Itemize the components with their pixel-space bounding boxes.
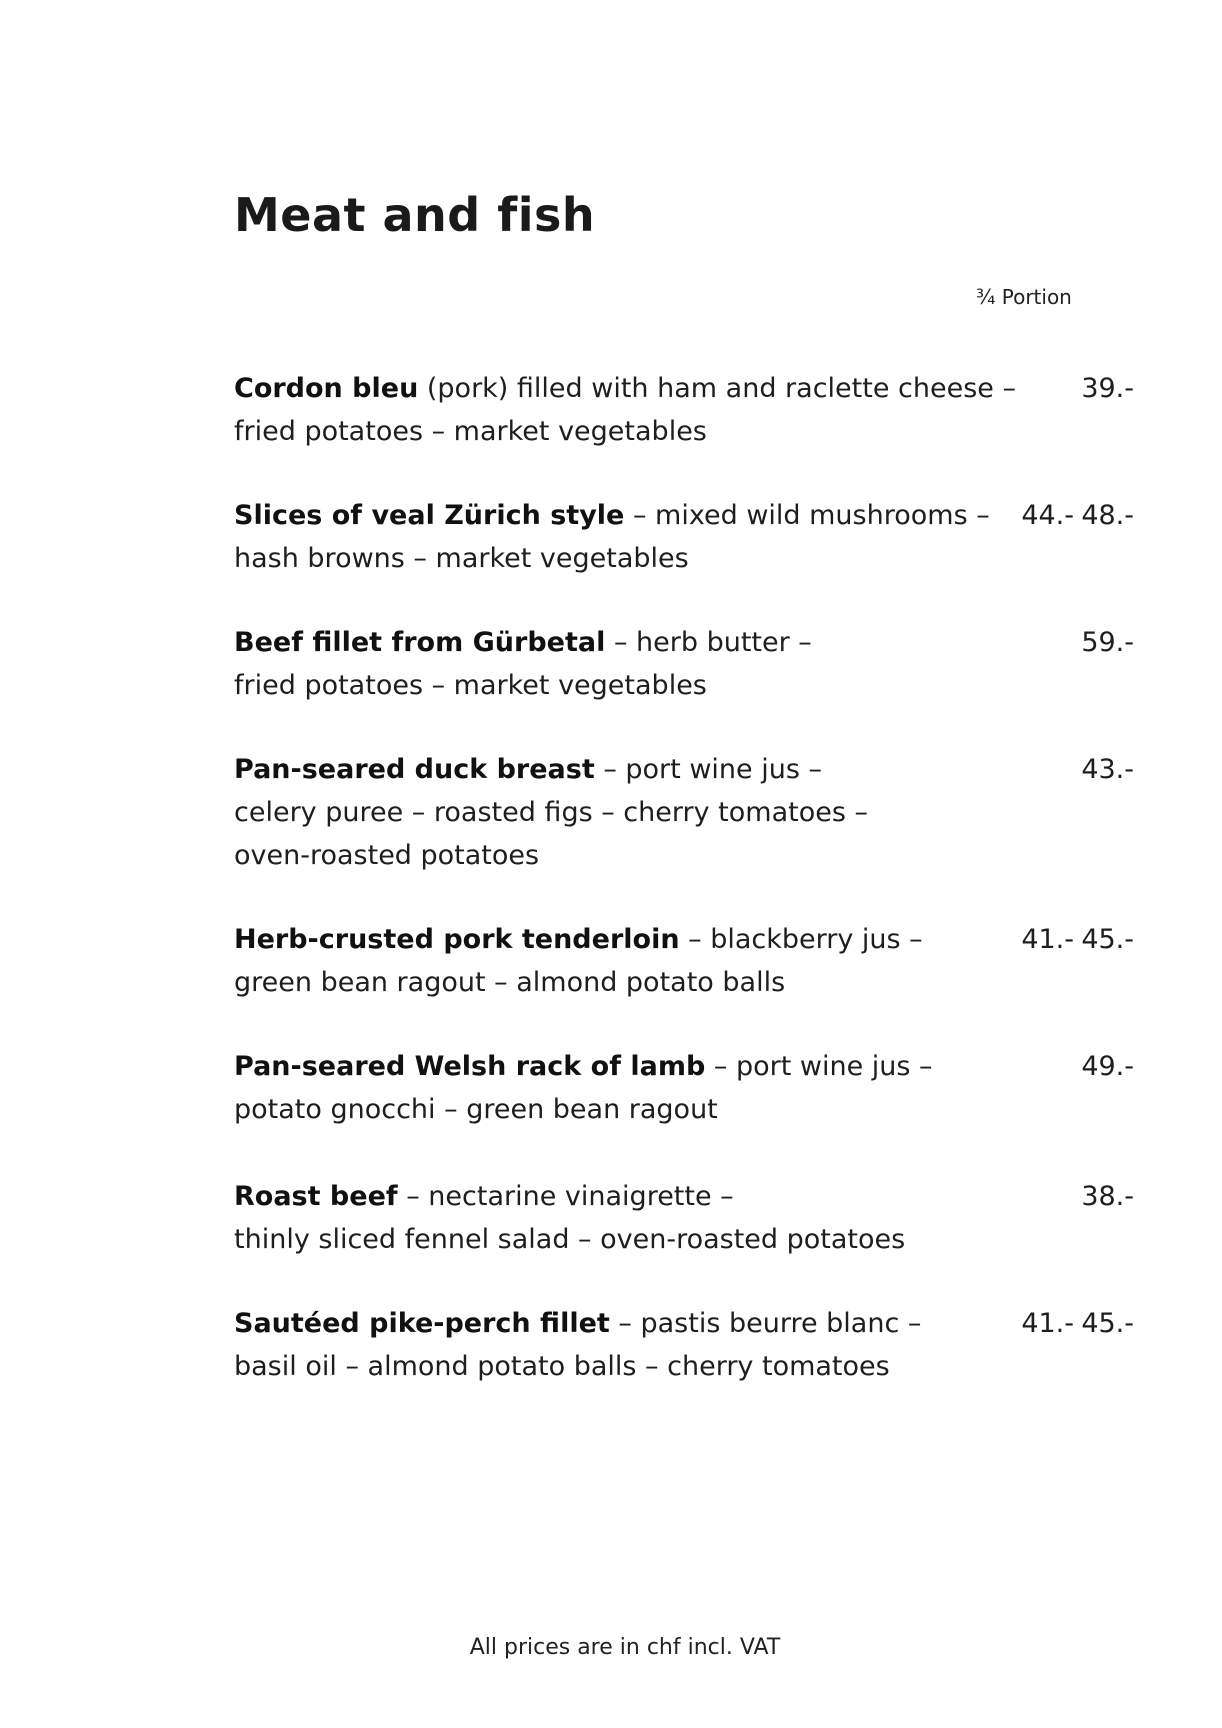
price-note: All prices are in chf incl. VAT <box>469 1635 781 1660</box>
menu-item-line: oven-roasted potatoes <box>234 840 540 871</box>
price-portion: 44.- <box>1021 500 1074 531</box>
menu-item-description <box>234 1175 1064 1261</box>
menu-item-name: Pan-seared duck breast <box>234 754 595 785</box>
page-title: Meat and fish <box>234 188 596 242</box>
menu-item-description <box>234 918 1064 1004</box>
menu-item-line: celery puree – roasted figs – cherry tomatoes – <box>234 797 868 828</box>
menu-item-name: Beef fillet from Gürbetal <box>234 627 606 658</box>
menu-item-line: – blackberry jus – <box>679 924 923 955</box>
price-full: 45.- <box>1081 924 1134 955</box>
menu-item-line: potato gnocchi – green bean ragout <box>234 1094 718 1125</box>
menu-item-line: thinly sliced fennel salad – oven-roasted potatoes <box>234 1224 906 1255</box>
menu-item-description <box>234 367 1064 453</box>
menu-item-line: green bean ragout – almond potato balls <box>234 967 786 998</box>
menu-item-line: fried potatoes – market vegetables <box>234 670 707 701</box>
menu-item-name: Cordon bleu <box>234 373 419 404</box>
menu-item-line: (pork) filled with ham and raclette cheese – <box>418 373 1016 404</box>
menu-item-line: fried potatoes – market vegetables <box>234 416 707 447</box>
menu-item-line: basil oil – almond potato balls – cherry tomatoes <box>234 1351 890 1382</box>
portion-column-header: ¾ Portion <box>976 285 1072 309</box>
menu-item-line: – herb butter – <box>605 627 812 658</box>
menu-item-line: – mixed wild mushrooms – <box>624 500 990 531</box>
menu-item <box>234 1302 1134 1388</box>
menu-item-line: – pastis beurre blanc – <box>609 1308 922 1339</box>
menu-item <box>234 367 1134 453</box>
menu-item <box>234 621 1134 707</box>
menu-item-name: Herb-crusted pork tenderloin <box>234 924 680 955</box>
menu-item-description <box>234 748 1064 877</box>
price-full: 39.- <box>1081 373 1134 404</box>
menu-item <box>234 494 1134 580</box>
menu-item <box>234 748 1134 877</box>
menu-item-description <box>234 1045 1064 1131</box>
price-full: 43.- <box>1081 754 1134 785</box>
menu-item-name: Sautéed pike-perch fillet <box>234 1308 610 1339</box>
menu-item-description <box>234 494 1064 580</box>
price-portion: 41.- <box>1021 924 1074 955</box>
menu-item-name: Slices of veal Zürich style <box>234 500 625 531</box>
price-full: 59.- <box>1081 627 1134 658</box>
price-full: 38.- <box>1081 1181 1134 1212</box>
menu-item-line: – port wine jus – <box>594 754 822 785</box>
menu-item-line: – nectarine vinaigrette – <box>397 1181 734 1212</box>
menu-item-name: Pan-seared Welsh rack of lamb <box>234 1051 706 1082</box>
price-full: 48.- <box>1081 500 1134 531</box>
menu-item-line: hash browns – market vegetables <box>234 543 689 574</box>
price-full: 45.- <box>1081 1308 1134 1339</box>
menu-item <box>234 1175 1134 1261</box>
menu-item-description <box>234 1302 1064 1388</box>
price-portion: 41.- <box>1021 1308 1074 1339</box>
menu-item-name: Roast beef <box>234 1181 398 1212</box>
price-full: 49.- <box>1081 1051 1134 1082</box>
menu-item <box>234 1045 1134 1131</box>
menu-item-description <box>234 621 1064 707</box>
menu-item <box>234 918 1134 1004</box>
menu-item-line: – port wine jus – <box>705 1051 933 1082</box>
